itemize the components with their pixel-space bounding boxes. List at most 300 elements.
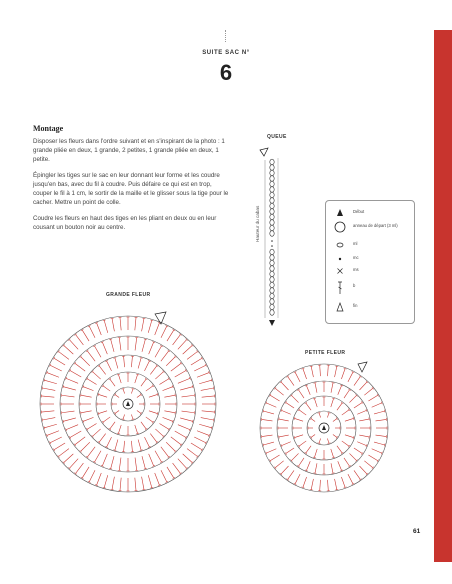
chain-stitch: [270, 310, 274, 316]
stitch: [103, 417, 110, 422]
stitch: [112, 477, 114, 490]
chain-stitch: [270, 225, 274, 231]
large-flower-diagram: [38, 310, 218, 494]
stitch: [103, 386, 110, 391]
stitch: [115, 358, 118, 369]
stitch: [161, 470, 167, 482]
stitch: [76, 335, 84, 345]
stitch: [202, 411, 215, 412]
stitch: [87, 423, 96, 429]
height-label: Hauteur du cabas: [255, 205, 260, 242]
stitch: [175, 431, 186, 438]
stitch: [112, 318, 114, 331]
stitch: [344, 390, 350, 398]
section-label: SUITE SAC N°: [202, 50, 250, 56]
stitch: [194, 365, 206, 371]
stitch: [81, 411, 92, 413]
chain-stitch: [270, 198, 274, 204]
stitch: [50, 437, 62, 443]
chain-stitch: [270, 266, 274, 272]
stitch: [175, 371, 186, 378]
stitch: [54, 443, 65, 450]
stitch: [141, 379, 146, 386]
tall-stitch-icon: [332, 281, 348, 293]
stitch: [83, 417, 93, 421]
stitch: [47, 373, 59, 378]
stitch: [111, 339, 114, 352]
stitch: [44, 380, 57, 384]
stitch: [333, 434, 337, 437]
legend-item: b: [326, 281, 414, 293]
stitch: [120, 317, 121, 330]
stitch: [331, 383, 333, 393]
stitch: [328, 480, 329, 491]
stitch: [81, 442, 90, 451]
stitch: [167, 330, 174, 341]
stitch: [320, 480, 321, 491]
stitch: [146, 417, 153, 422]
stitch: [333, 419, 337, 422]
stitch: [155, 346, 162, 357]
stitch: [341, 477, 345, 487]
stitch: [150, 434, 157, 443]
stitch: [70, 371, 81, 378]
chain-stitch: [270, 220, 274, 226]
stitch: [266, 449, 276, 453]
stitch: [142, 477, 144, 490]
stitch-top: [42, 387, 43, 390]
stitch: [368, 395, 377, 401]
stitch: [262, 419, 273, 420]
stitch: [99, 366, 106, 375]
chain-stitch: [270, 299, 274, 305]
stitch: [64, 454, 74, 463]
stitch: [299, 441, 306, 446]
stitch: [314, 449, 317, 458]
stitch-top: [332, 383, 335, 384]
stitch: [167, 467, 174, 478]
stitch-top: [332, 473, 335, 474]
stitch: [357, 442, 366, 446]
chain-stitch: [270, 255, 274, 261]
stitch: [82, 467, 89, 478]
stitch-top: [213, 419, 214, 422]
chain-stitch: [270, 214, 274, 220]
stitch: [131, 441, 132, 452]
stitch: [149, 342, 154, 354]
stitch: [315, 383, 317, 393]
stitch: [131, 414, 133, 419]
stitch: [180, 418, 193, 421]
stitch: [315, 463, 317, 473]
stitch: [69, 340, 78, 350]
stitch: [187, 352, 197, 360]
stitch: [359, 466, 367, 474]
stitch-top: [143, 489, 146, 490]
stitch: [299, 410, 306, 415]
stitch: [288, 470, 294, 479]
stitch: [354, 448, 362, 454]
stitch: [199, 380, 212, 384]
stitch: [180, 387, 193, 390]
stitch: [164, 395, 175, 397]
stitch: [131, 356, 132, 367]
legend-box: [325, 200, 415, 324]
stitch: [319, 438, 321, 443]
stitch: [63, 387, 76, 390]
stitch: [64, 345, 74, 354]
stitch: [118, 425, 121, 434]
stitch: [164, 411, 175, 413]
stitch: [337, 403, 342, 410]
stitch: [138, 440, 141, 451]
stitch: [138, 358, 141, 369]
stitch: [47, 431, 59, 436]
stitch: [155, 473, 160, 485]
stitch: [183, 454, 193, 463]
stitch: [368, 455, 377, 461]
stitch: [374, 411, 385, 414]
stitch: [270, 455, 279, 461]
stitch: [191, 358, 202, 365]
stitch-top: [111, 318, 114, 319]
stitch: [275, 388, 284, 395]
stitch: [338, 461, 342, 470]
legend-item: ms: [326, 265, 414, 277]
stitch: [81, 357, 90, 366]
stitch: [354, 377, 360, 386]
stitch: [349, 395, 356, 402]
stitch: [104, 475, 108, 488]
stitch: [314, 399, 317, 408]
ring-icon: [332, 221, 348, 233]
stitch: [102, 454, 107, 466]
stitch: [331, 463, 333, 473]
stitch: [155, 451, 162, 462]
chain-stitch: [270, 203, 274, 209]
stitch: [161, 351, 169, 361]
stitch: [345, 418, 354, 421]
stitch: [295, 372, 300, 382]
stitch: [364, 461, 373, 468]
stitch: [338, 386, 342, 395]
small-flower-diagram: [258, 362, 390, 492]
stitch: [286, 448, 294, 454]
stitch: [97, 473, 102, 485]
stitch: [135, 338, 137, 351]
stitch: [99, 394, 108, 397]
stitch: [163, 417, 173, 421]
stitch: [341, 369, 345, 379]
stitch: [171, 437, 181, 445]
stitch: [201, 418, 214, 420]
stitch: [295, 418, 304, 421]
stitch-top: [279, 418, 280, 421]
stitch: [306, 403, 311, 410]
stitch: [135, 425, 138, 434]
stitch: [161, 447, 169, 457]
stitch: [123, 389, 125, 394]
stitch: [359, 382, 367, 390]
stitch: [159, 379, 168, 385]
stitch-top: [335, 366, 338, 367]
stitch: [115, 440, 118, 451]
stitch: [161, 326, 167, 338]
stitch: [295, 435, 304, 438]
stitch: [166, 357, 175, 366]
stitch: [335, 366, 337, 377]
stitch: [342, 410, 349, 415]
stitch: [50, 365, 62, 371]
end-marker-icon: [269, 320, 275, 326]
stitch: [124, 356, 125, 367]
stitch: [159, 423, 168, 429]
stitch: [291, 453, 298, 460]
chain-stitch: [270, 304, 274, 310]
chain-stitch: [270, 209, 274, 215]
dot-icon: [332, 253, 348, 265]
stitch: [66, 378, 78, 383]
stitch: [359, 435, 369, 437]
stitch: [144, 361, 149, 371]
stitch-top: [314, 473, 317, 474]
stitch-top: [81, 411, 82, 414]
stitch: [335, 479, 337, 490]
stitch: [155, 429, 163, 436]
chain-stitch: [270, 170, 274, 176]
legend-item: ml: [326, 239, 414, 251]
page-edge-bar: [434, 30, 452, 562]
stitch: [120, 478, 121, 491]
chain-stitch: [270, 165, 274, 171]
stitch: [148, 320, 152, 333]
stitch: [149, 454, 154, 466]
chain-stitch: [270, 288, 274, 294]
stitch: [135, 317, 136, 330]
stitch: [295, 474, 300, 484]
stitch: [75, 437, 85, 445]
stitch: [282, 410, 291, 414]
section-header: [196, 30, 256, 110]
stitch: [348, 372, 353, 382]
stitch: [93, 372, 101, 379]
chain-stitch: [270, 271, 274, 277]
stitch: [376, 435, 387, 436]
stitch: [178, 425, 190, 430]
stitch: [291, 395, 298, 402]
end-triangle-icon: [332, 301, 348, 313]
stitch: [348, 474, 353, 484]
stitch: [331, 399, 334, 408]
stitch: [345, 435, 354, 438]
stitch: [155, 372, 163, 379]
start-triangle-icon: [332, 207, 348, 219]
montage-paragraph: Épingler les tiges sur le sac en leur donnant leur forme et les coudre jusqu'en bas, avec du fil à coudre. Puis défaire ce qui est en trop, couper le fil à 1 cm, le sortir de la maille et le glisser sous la tige pour le cacher. Mettre un point de colle.: [33, 172, 229, 206]
stitch: [372, 403, 382, 407]
stitch: [372, 449, 382, 453]
stitch: [303, 369, 307, 379]
chain-stitch: [270, 260, 274, 266]
stitch: [148, 475, 152, 488]
stitch-top: [310, 489, 313, 490]
stitch: [282, 442, 291, 446]
montage-paragraph: Disposer les fleurs dans l'ordre suivant et en s'inspirant de la photo : 1 grande pliée en deux, 1 grande, 2 petites, 1 grande pliée en deux, 1 petite.: [33, 138, 225, 163]
stitch: [97, 323, 102, 335]
stitch: [54, 358, 65, 365]
stitch: [142, 339, 145, 352]
stitch: [59, 352, 69, 360]
stitch: [89, 470, 95, 482]
stitch: [87, 379, 96, 385]
stitch: [311, 419, 315, 422]
stitch: [87, 351, 95, 361]
stitch: [331, 449, 334, 458]
stitch: [288, 377, 294, 386]
stitch: [342, 441, 349, 446]
stitch: [44, 424, 57, 428]
stitch: [76, 463, 84, 473]
stitch: [137, 395, 141, 398]
chain-stitch: [270, 181, 274, 187]
stitch: [107, 361, 112, 371]
stitch-top: [369, 418, 370, 421]
stitch: [327, 438, 329, 443]
stitch: [144, 437, 149, 447]
stitch: [354, 402, 362, 408]
stitch-top: [314, 383, 317, 384]
legend-item: anneau de départ (3 ml): [326, 221, 414, 233]
queue-label: QUEUE: [267, 134, 287, 140]
stitch: [163, 387, 173, 391]
stitch: [107, 437, 112, 447]
stitch-top: [81, 394, 82, 397]
stitch: [306, 461, 310, 470]
chain-stitch: [270, 187, 274, 193]
stitch: [173, 335, 181, 345]
stitch: [115, 410, 119, 413]
stitch: [344, 458, 350, 466]
montage-paragraph: Coudre les fleurs en haut des tiges en les pliant en deux ou en leur cousant un bouton noir au centre.: [33, 215, 217, 231]
stitch: [155, 323, 160, 335]
stitch: [149, 411, 158, 414]
stitch: [150, 366, 157, 375]
stitch: [191, 443, 202, 450]
chain-stitch: [270, 192, 274, 198]
stitch: [182, 411, 195, 413]
stitch-top: [335, 489, 338, 490]
stitch: [178, 340, 187, 350]
montage-section: [33, 124, 231, 239]
stitch: [118, 375, 121, 384]
stitch: [102, 342, 107, 354]
chain-dot: [271, 240, 273, 242]
stitch: [178, 459, 187, 469]
stitch: [66, 425, 78, 430]
chain-stitch: [270, 293, 274, 299]
small-flower-label: PETITE FLEUR: [305, 350, 346, 356]
stitch: [115, 395, 119, 398]
stitch: [354, 470, 360, 479]
stitch: [311, 479, 313, 490]
stitch: [199, 424, 212, 428]
stitch: [110, 422, 115, 429]
start-triangle-icon: [260, 148, 268, 156]
stitch: [187, 449, 197, 457]
stitch: [194, 437, 206, 443]
stitch: [306, 446, 311, 453]
stitch: [119, 458, 121, 471]
end-triangle-icon: [358, 362, 367, 372]
stitch: [41, 396, 54, 397]
stitch: [95, 451, 102, 462]
stitch: [142, 318, 144, 331]
start-triangle-icon: [322, 425, 326, 430]
stitch: [70, 431, 81, 438]
stitch: [82, 330, 89, 341]
dotted-line: [225, 30, 228, 42]
chain-stitch: [270, 282, 274, 288]
stitch: [281, 466, 289, 474]
stitch: [141, 422, 146, 429]
stitch: [135, 478, 136, 491]
stitch: [201, 388, 214, 390]
stitch: [327, 413, 329, 418]
stitch: [328, 365, 329, 376]
stitch-top: [175, 411, 176, 414]
stitch: [89, 326, 95, 338]
stitch: [263, 442, 274, 445]
stitch: [275, 461, 284, 468]
stitch: [99, 411, 108, 414]
stitch: [298, 458, 304, 466]
stitch: [110, 379, 115, 386]
stitch: [197, 431, 209, 436]
stitch: [93, 429, 101, 436]
stitch: [124, 441, 125, 452]
stitch: [319, 413, 321, 418]
stitch: [286, 402, 294, 408]
stitch: [183, 345, 193, 354]
stitch: [337, 446, 342, 453]
stitch: [63, 418, 76, 421]
stitch: [349, 453, 356, 460]
stitch-top: [175, 394, 176, 397]
stitch-top: [310, 366, 313, 367]
stitch: [81, 395, 92, 397]
chain-oval-icon: [332, 239, 348, 251]
stitch: [83, 387, 93, 391]
chain-stitch: [270, 231, 274, 237]
stitch: [306, 386, 310, 395]
chain-stitch: [270, 277, 274, 283]
stitch: [87, 447, 95, 457]
stitch-top: [111, 489, 114, 490]
stitch: [281, 382, 289, 390]
stem-chain-diagram: [250, 140, 290, 330]
stitch: [119, 338, 121, 351]
stitch: [166, 442, 175, 451]
stitch: [42, 388, 55, 390]
chain-stitch: [270, 159, 274, 165]
stitch: [135, 458, 137, 471]
stitch: [357, 410, 366, 414]
stitch-top: [369, 436, 370, 439]
stitch: [263, 411, 274, 414]
stitch: [99, 434, 106, 443]
stitch: [364, 388, 373, 395]
stitch: [202, 396, 215, 397]
stitch: [59, 449, 69, 457]
